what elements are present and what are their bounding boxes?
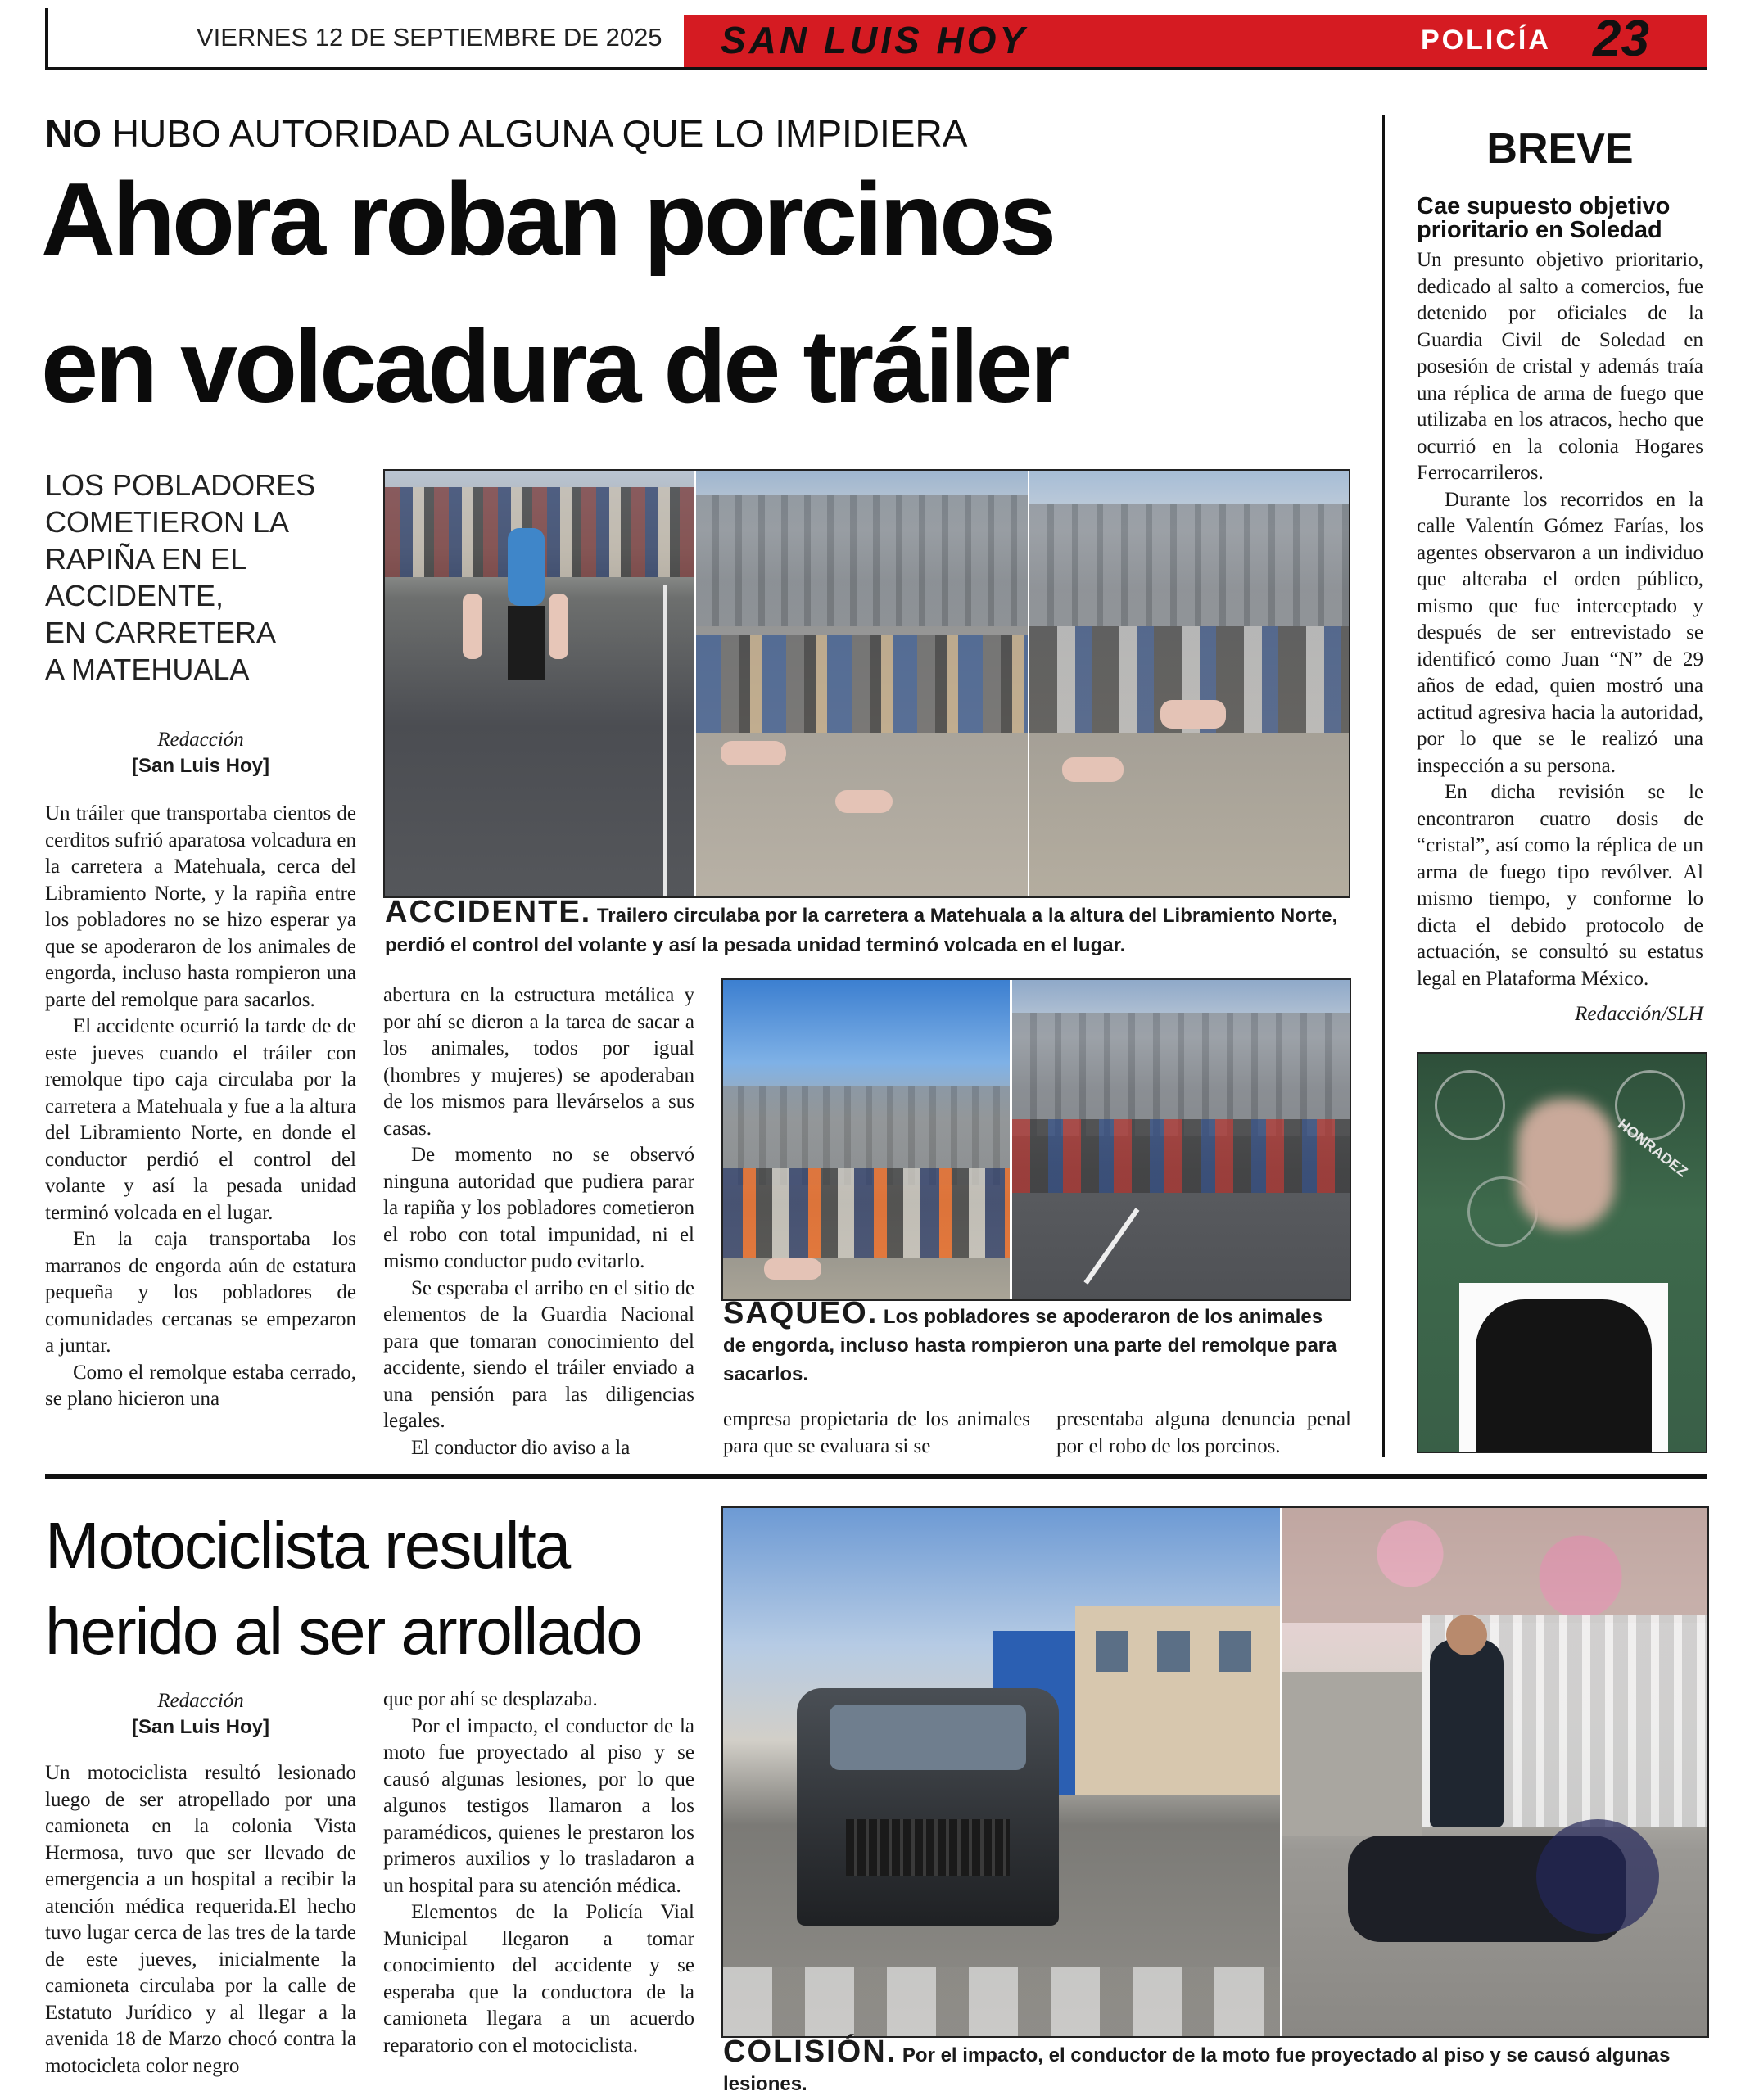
deck-line: COMETIERON LA [45,505,290,539]
byline-name: [San Luis Hoy] [131,755,269,777]
kicker-rest: HUBO AUTORIDAD ALGUNA QUE LO IMPIDIERA [102,112,968,155]
main-headline-line1: Ahora roban porcinos [41,161,1054,277]
paragraph: El conductor dio aviso a la [411,1436,631,1459]
caption-colision [723,2035,1706,2100]
deck-line: ACCIDENTE, [45,579,224,612]
column-divider [1382,115,1385,1457]
header-date: VIERNES 12 DE SEPTIEMBRE DE 2025 [197,23,662,52]
photo-saqueo-border [721,978,1351,1301]
main-headline-line2: en volcadura de tráiler [41,309,1067,424]
paragraph: abertura en la estructura metálica y por ahí se dieron a la tarea de sacar a los animales, todos por igual (hombres y mujeres) se apoderaban de los mismos para llevárselos a sus casas. [383,984,694,1140]
moto-col2-text [383,1687,694,2059]
caption-label: COLISIÓN. [723,2035,898,2069]
header-bottom-rule [45,67,1707,70]
photo-badge-text: HONRADEZ [1614,1115,1691,1181]
main-deck [45,467,373,688]
byline-name: [San Luis Hoy] [131,1716,269,1738]
paragraph: En dicha revisión se le encontraron cuatro dosis de “cristal”, así como la réplica de un arma de fuego tipo revólver. Al mismo tiempo, y conforme lo dicta el debido protocolo de actuación, se consultó su estatus legal en Plataforma México. [1417,781,1703,990]
paper-name: SAN LUIS HOY [721,19,1029,61]
paragraph: Por el impacto, el conductor de la moto fue proyectado al piso y se causó algunas lesiones, por lo que algunos testigos llamaron a los paramédicos, quienes le prestaron los primeros auxilios y lo trasladaron a un hospital para su atención médica. [383,1714,694,1897]
kicker-bold: NO [45,112,102,155]
paragraph: El accidente ocurrió la tarde de de este jueves cuando el tráiler con remolque tipo caja circulaba por la carretera a Matehuala y fue a la altura del Libramiento Norte, en donde el conductor perdió el control del volante y así la pesada unidad terminó volcada en el lugar. [45,1015,356,1224]
byline-role: Redacción [157,729,244,751]
breve-title: BREVE [1486,125,1634,173]
caption-text: Los pobladores se apoderaron de los animales de engorda, incluso hasta rompieron una parte del remolque para sacarlos. [723,1306,1337,1385]
deck-line: LOS POBLADORES [45,468,316,502]
main-col3-text: empresa propietaria de los animales para que se evaluara si se [723,1408,1030,1457]
page-number: 23 [1593,11,1649,67]
section-name: POLICÍA [1421,25,1551,56]
main-col4-text: presentaba alguna denuncia penal por el robo de los porcinos. [1056,1408,1351,1457]
main-byline [45,727,356,779]
paragraph: Un presunto objetivo prioritario, dedicado al salto a comercios, fue detenido por oficiales de la Guardia Civil de Soledad en posesión de cristal y además traía una réplica de arma de fuego que utilizaba en los atracos, hecho que ocurrió en la colonia Hogares Ferrocarrileros. [1417,249,1703,484]
paragraph: Durante los recorridos en la calle Valentín Gómez Farías, los agentes observaron a un individuo que alteraba el orden público, mismo que fue interceptado y después de ser entrevistado se identificó como Juan “N” de 29 años de edad, quien mostró una actitud agresiva hacia la autoridad, por lo que se le realizó una inspección a su persona. [1417,488,1703,777]
caption-text: Por el impacto, el conductor de la moto fue proyectado al piso y se causó algunas lesiones. [723,2044,1671,2095]
breve-text [1417,247,1703,992]
caption-accidente [385,895,1351,961]
deck-line: A MATEHUALA [45,653,250,686]
paragraph: Se esperaba el arribo en el sitio de elementos de la Guardia Nacional para que tomaran conocimiento del accidente, siendo el tráiler enviado a una pensión para las diligencias legales. [383,1276,694,1432]
photo-detainee [1417,1052,1707,1453]
paragraph: De momento no se observó ninguna autoridad que pudiera parar la rapiña y los pobladores cometieron el robo con total impunidad, ni el mismo conductor pudo evitarlo. [383,1144,694,1272]
paragraph: Un tráiler que transportaba cientos de cerditos sufrió aparatosa volcadura en la carretera a Matehuala, cerca del Libramiento Norte, y la rapiña entre los pobladores no se hizo esperar ya que se apoderaron de los animales de engorda, incluso hasta rompieron una parte del remolque para sacarlos. [45,802,356,1011]
caption-label: SAQUEO. [723,1296,879,1330]
paragraph: que por ahí se desplazaba. [383,1688,598,1710]
section-rule [45,1474,1707,1479]
main-col1-text [45,801,356,1413]
main-col2-text [383,982,694,1461]
paragraph: Como el remolque estaba cerrado, se plano hicieron una [45,1361,356,1410]
moto-col1-text [45,1760,356,2080]
caption-saqueo [723,1296,1350,1390]
moto-headline-line2: herido al ser arrollado [45,1595,641,1668]
header-left-rule [45,8,48,70]
photo-strip-border [383,469,1350,898]
breve-signature: Redacción/SLH [1575,1003,1703,1025]
kicker [45,111,967,156]
moto-headline-line1: Motociclista resulta [45,1509,570,1582]
paragraph: Un motociclista resultó lesionado luego de ser atropellado por una camioneta en la colonia Vista Hermosa, tuvo que ser llevado de emergencia a un hospital a recibir la atención médica requerida.El hecho tuvo lugar cerca de las tres de la tarde de este jueves, inicialmente la camioneta circulaba por la calle de Estatuto Jurídico y al llegar a la avenida 18 de Marzo chocó contra la motocicleta color negro [45,1762,356,2077]
moto-byline [45,1688,356,1741]
moto-photos-border [721,1506,1709,2038]
deck-line: EN CARRETERA [45,616,277,649]
breve-headline: Cae supuesto objetivo prioritario en Soledad [1417,193,1671,243]
caption-label: ACCIDENTE. [385,895,592,929]
paragraph: Elementos de la Policía Vial Municipal llegaron a tomar conocimiento del accidente y se esperaba que la conductora de la camioneta llegara a un acuerdo reparatorio con el motociclista. [383,1901,694,2057]
deck-line: RAPIÑA EN EL [45,542,247,576]
paragraph: En la caja transportaba los marranos de engorda aún de estatura pequeña y los pobladores de comunidades cercanas se empezaron a juntar. [45,1228,356,1357]
caption-text: Trailero circulaba por la carretera a Matehuala a la altura del Libramiento Norte, perdió el control del volante y así la pesada unidad terminó volcada en el lugar. [385,905,1338,956]
byline-role: Redacción [157,1690,244,1712]
